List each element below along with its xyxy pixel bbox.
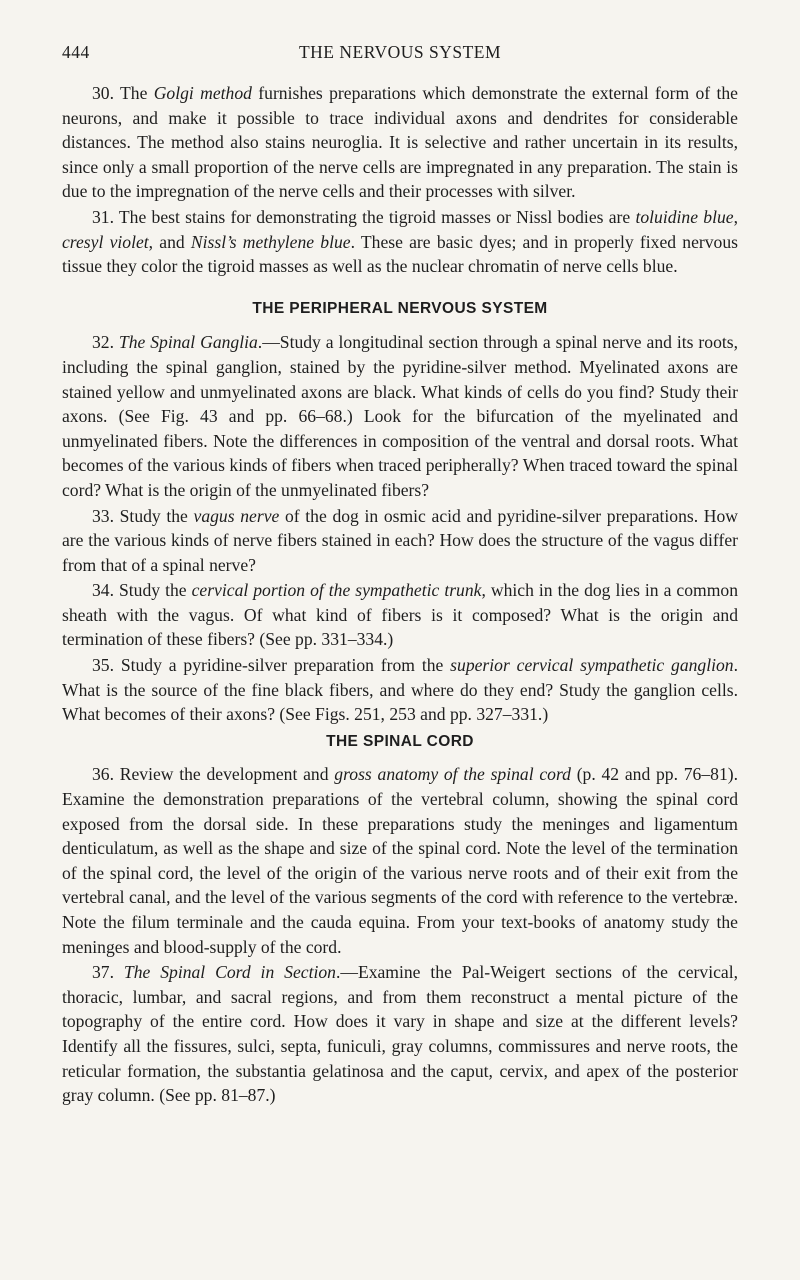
paragraph-33: 33. Study the vagus nerve of the dog in osmic acid and pyridine-silver preparations. How are the various kinds of nerve fibers stained in each? How does the structure of the vagus differ from that of a spinal nerve? [62, 505, 738, 575]
paragraph-31: 31. The best stains for demonstrating the tigroid masses or Nissl bodies are toluidine blue, cresyl violet, and Nissl’s methylene blue. These are basic dyes; and in properly fixed nervous tissue they color the tigroid masses as well as the nuclear chromatin of nerve cells blue. [62, 206, 738, 277]
page-body [62, 81, 738, 1108]
paragraph-37: 37. The Spinal Cord in Section.—Examine the Pal-Weigert sections of the cervical, thoracic, lumbar, and sacral regions, and from them reconstruct a mental picture of the topography of the entire cord. How does it vary in shape and size at the different levels? Identify all the fissures, sulci, septa, funiculi, gray columns, commissures and nerve roots, the reticular formation, the substantia gelatinosa and the caput, cervix, and apex of the posterior gray column. (See pp. 81–87.) [62, 962, 738, 1106]
running-head [62, 42, 738, 63]
section-heading-spinal-cord: THE SPINAL CORD [326, 732, 474, 750]
section-heading-peripheral: THE PERIPHERAL NERVOUS SYSTEM [252, 299, 548, 317]
paragraph-35: 35. Study a pyridine-silver preparation from the superior cervical sympathetic ganglion. What is the source of the fine black fibers, and where do they end? Study the ganglion cells. What becomes of their axons? (See Figs. 251, 253 and pp. 327–331.) [62, 655, 738, 725]
paragraph-34: 34. Study the cervical portion of the sympathetic trunk, which in the dog lies in a common sheath with the vagus. Of what kind of fibers is it composed? What is the origin and termination of these fibers? (See pp. 331–334.) [62, 580, 739, 650]
paragraph-36: 36. Review the development and gross anatomy of the spinal cord (p. 42 and pp. 76–81). Examine the demonstration preparations of the vertebral column, showing the spinal cord exposed from the dorsal side. In these preparations study the meninges and ligamentum denticulatum, as well as the shape and size of the spinal cord. Note the level of the termination of the spinal cord, the level of the origin of the various nerve roots and of their exit from the vertebral canal, and the level of the various segments of the cord with reference to the vertebræ. Note the filum terminale and the cauda equina. From your text-books of anatomy study the meninges and blood-supply of the cord. [62, 764, 739, 957]
paragraph-30: 30. The Golgi method furnishes preparations which demonstrate the external form of the neurons, and make it possible to trace individual axons and dendrites for considerable distances. The method also stains neuroglia. It is selective and rather uncertain in its results, since only a small proportion of the nerve cells are impregnated in any preparation. The stain is due to the impregnation of the nerve cells and their processes with silver. [62, 83, 738, 202]
paragraph-32: 32. The Spinal Ganglia.—Study a longitudinal section through a spinal nerve and its roots, including the spinal ganglion, stained by the pyridine-silver method. Myelinated axons are stained yellow and unmyelinated axons are black. What kinds of cells do you find? Study their axons. (See Fig. 43 and pp. 66–68.) Look for the bifurcation of the myelinated and unmyelinated fibers. Note the differences in composition of the ventral and dorsal roots. What becomes of the various kinds of fibers when traced peripherally? When traced toward the spinal cord? What is the origin of the unmyelinated fibers? [62, 332, 738, 500]
page-number: 444 [62, 42, 90, 62]
running-title: THE NERVOUS SYSTEM [298, 42, 502, 62]
